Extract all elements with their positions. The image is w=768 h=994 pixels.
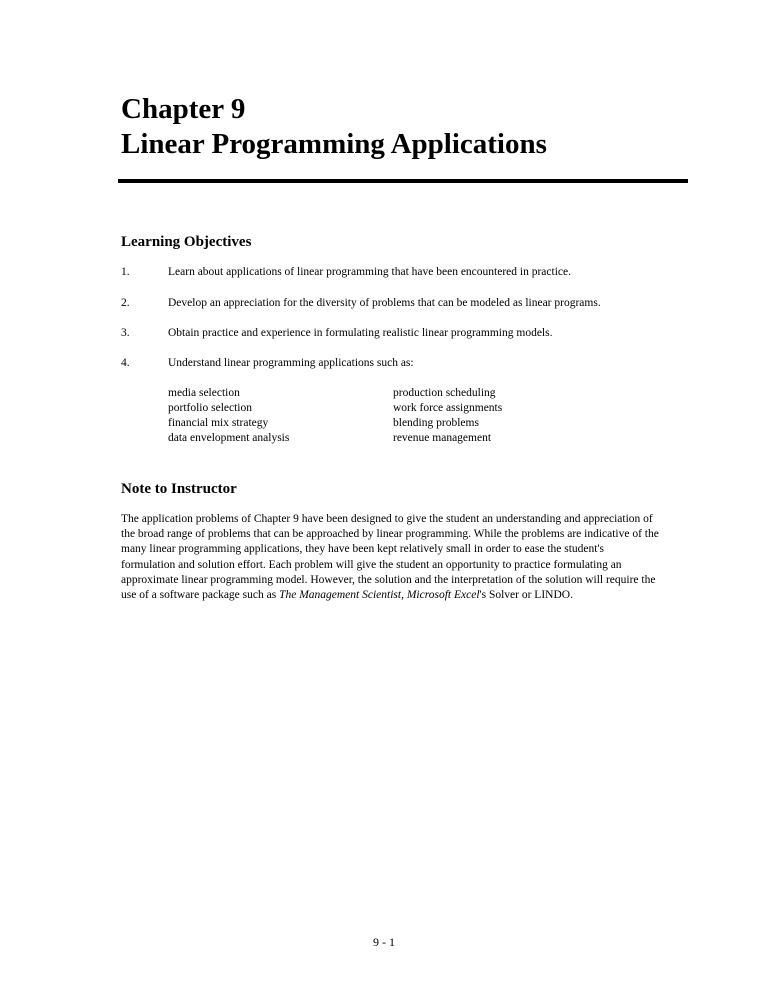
microsoft-excel-title: Microsoft Excel [406, 589, 480, 602]
application-item: blending problems [393, 417, 479, 429]
application-item: portfolio selection [168, 402, 252, 414]
applications-list-right [393, 386, 502, 446]
title-divider [118, 179, 688, 183]
objective-number: 4. [121, 357, 130, 369]
chapter-name: Linear Programming Applications [121, 128, 547, 160]
objective-number: 1. [121, 266, 130, 278]
note-text-part-3: 's Solver or LINDO. [479, 589, 573, 602]
chapter-number: Chapter 9 [121, 93, 246, 125]
application-item: production scheduling [393, 387, 496, 399]
note-to-instructor-paragraph [121, 512, 661, 603]
application-item: media selection [168, 387, 240, 399]
application-item: data envelopment analysis [168, 432, 290, 444]
applications-list-left [168, 386, 289, 446]
objective-text: Develop an appreciation for the diversity of problems that can be modeled as linear programs. [168, 297, 601, 309]
objective-text: Learn about applications of linear programming that have been encountered in practice. [168, 266, 571, 278]
note-to-instructor-heading: Note to Instructor [121, 481, 237, 497]
application-item: revenue management [393, 432, 492, 444]
page-number: 9 - 1 [373, 935, 395, 949]
objective-number: 3. [121, 327, 130, 339]
application-item: work force assignments [393, 402, 503, 414]
objective-text: Understand linear programming applications such as: [168, 357, 414, 369]
management-scientist-title: The Management Scientist [279, 589, 402, 602]
application-item: financial mix strategy [168, 417, 269, 429]
note-text-part-1: The application problems of Chapter 9 have been designed to give the student an understanding and appreciation of the broad range of problems that can be approached by linear programming. While the problems are indicative of the many linear programming applications, they have been kept relatively small in order to ease the student's formulation and solution effort. Each problem will give the student an opportunity to practice formulating an approximate linear programming model. However, the solution and the interpretation of the solution will require the use of a software package such as [121, 513, 659, 602]
objective-number: 2. [121, 297, 130, 309]
chapter-title [121, 92, 701, 162]
learning-objectives-heading: Learning Objectives [121, 234, 252, 250]
objective-text: Obtain practice and experience in formulating realistic linear programming models. [168, 327, 553, 339]
note-text-part-2: , [401, 589, 407, 602]
